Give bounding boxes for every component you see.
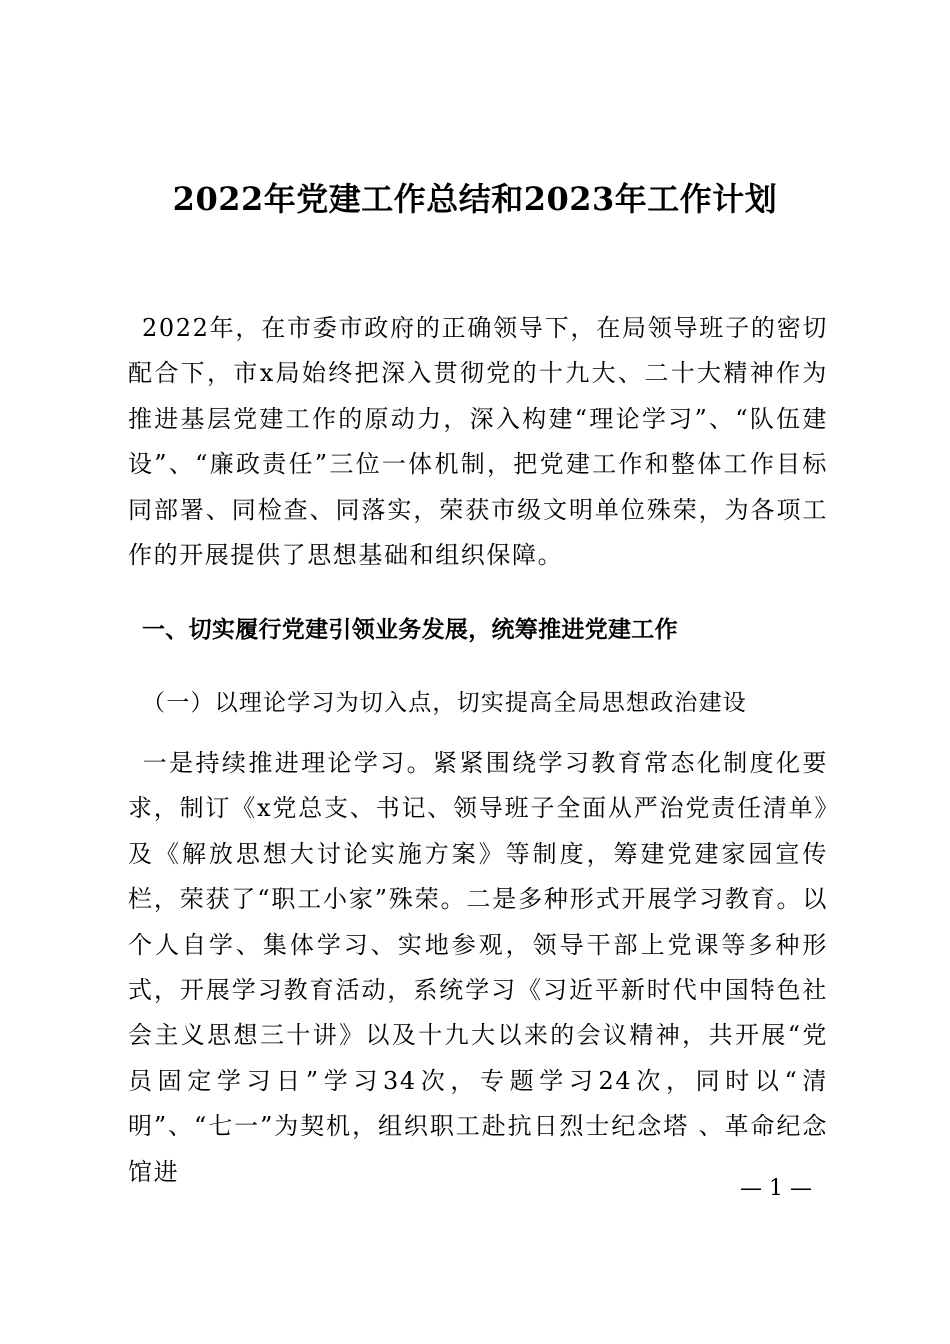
section-heading: 一、切实履行党建引领业务发展，统筹推进党建工作 [142, 617, 678, 643]
subsection-heading: （一）以理论学习为切入点，切实提高全局思想政治建设 [142, 690, 747, 716]
intro-paragraph [128, 306, 828, 578]
page-number: — 1 — [740, 1176, 812, 1201]
body-paragraph-text: 一是持续推进理论学习。紧紧围绕学习教育常态化制度化要求，制订《x党总支、书记、领导班子全面从严治党责任清单》及《解放思想大讨论实施方案》等制度，筹建党建家园宣传栏，荣获了“职工小家”殊荣。二是多种形式开展学习教育。以个人自学、集体学习、实地参观，领导干部上党课等多种形式，开展学习教育活动，系统学习《习近平新时代中国特色社会主义思想三十讲》以及十九大以来的会议精神，共开展“党员固定学习日”学习34次，专题学习24次，同时以“清明”、“七一”为契机，组织职工赴抗日烈士纪念塔 、革命纪念馆进 [128, 749, 828, 1186]
body-paragraph [128, 741, 828, 1195]
intro-paragraph-text: 2022年，在市委市政府的正确领导下，在局领导班子的密切配合下，市x局始终把深入贯彻党的十九大、二十大精神作为推进基层党建工作的原动力，深入构建“理论学习”、“队伍建设”、“廉政责任”三位一体机制，把党建工作和整体工作目标同部署、同检查、同落实，荣获市级文明单位殊荣，为各项工作的开展提供了思想基础和组织保障。 [128, 314, 828, 570]
document-title: 2022年党建工作总结和2023年工作计划 [172, 180, 778, 218]
